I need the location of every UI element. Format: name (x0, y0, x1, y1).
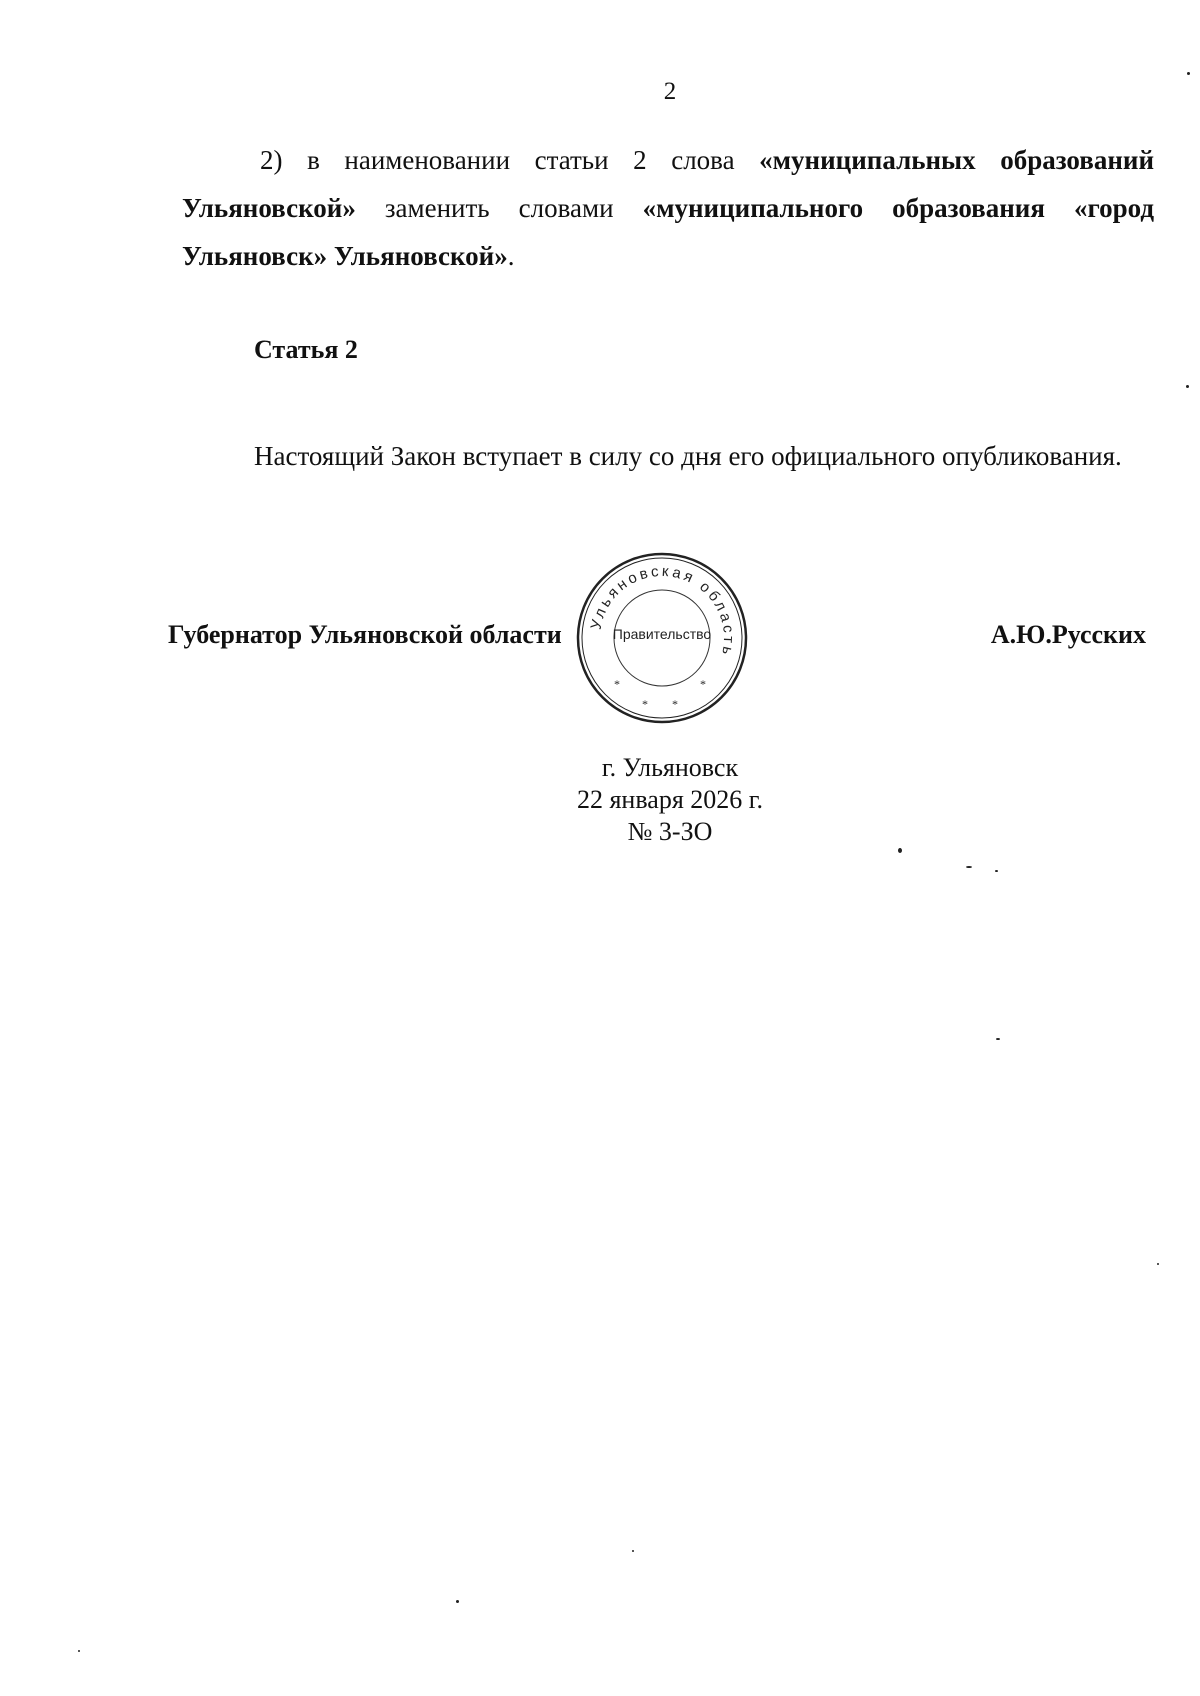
scan-speck (632, 1550, 634, 1552)
seal-star-icon: * (642, 697, 648, 711)
issue-place: г. Ульяновск (601, 753, 739, 782)
scan-speck (1157, 1263, 1159, 1265)
seal-star-icon: * (614, 677, 620, 691)
scan-speck (966, 866, 972, 868)
article-text: Настоящий Закон вступает в силу со дня его официального опубликования. (254, 441, 1122, 471)
amendment-new-words: «муниципального образования «город Ульяновск» Ульяновской» (182, 193, 1154, 271)
seal-ring-text: Ульяновская область (587, 562, 738, 660)
page-number: 2 (663, 78, 677, 105)
scan-speck (78, 1650, 80, 1652)
amendment-suffix: . (507, 241, 515, 271)
article-heading: Статья 2 (254, 335, 358, 364)
issue-block (0, 752, 1200, 848)
scan-speck (996, 1038, 1000, 1040)
governor-name: А.Ю.Русских (990, 620, 1146, 649)
amendment-prefix: 2) в наименовании статьи 2 слова (260, 145, 760, 175)
issue-number: № 3-ЗО (627, 817, 713, 846)
amendment-paragraph (182, 136, 1154, 280)
scan-speck (1186, 385, 1189, 388)
seal-center-text: Правительство (612, 626, 712, 642)
seal-star-icon: * (672, 697, 678, 711)
scan-speck (995, 870, 998, 872)
scan-speck (1187, 72, 1190, 75)
amendment-old-words: «муниципальных образований Ульяновской» (182, 145, 1154, 223)
scan-speck (898, 848, 902, 853)
scan-speck (456, 1600, 459, 1603)
governor-title: Губернатор Ульяновской области (168, 620, 562, 649)
issue-date: 22 января 2026 г. (576, 785, 764, 814)
official-seal (572, 548, 752, 728)
amendment-middle: заменить словами (355, 193, 643, 223)
seal-star-icon: * (700, 677, 706, 691)
